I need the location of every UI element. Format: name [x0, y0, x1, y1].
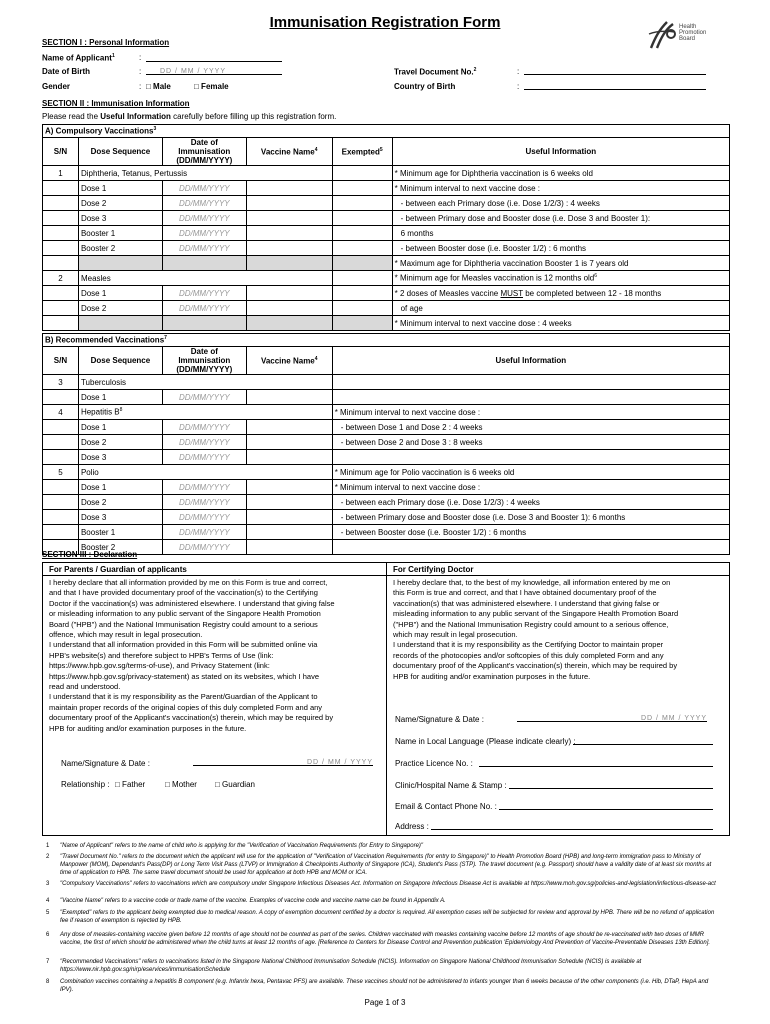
row-sn [43, 510, 79, 525]
vaccine-group-name: Diphtheria, Tetanus, Pertussis [78, 166, 332, 181]
declaration-line: and that I have provided documentary proof of the vaccination(s) to the Certifying [49, 588, 318, 598]
useful-info: * Minimum age for Measles vaccination is 12 months old$^6$ [392, 271, 729, 286]
travel-doc-label: Travel Document No.$^2$ [394, 67, 477, 77]
table-row [43, 316, 730, 331]
dose-label: Dose 2 [78, 301, 162, 316]
local-lang-label: Name in Local Language (Please indicate clearly) : [395, 737, 576, 746]
row-sn [43, 211, 79, 226]
parent-heading: For Parents / Guardian of applicants [43, 563, 386, 576]
dose-label: Dose 1 [78, 420, 162, 435]
footnote [46, 958, 726, 974]
row-sn [43, 241, 79, 256]
row-sn [43, 196, 79, 211]
row-sn [43, 450, 79, 465]
row-sn [43, 480, 79, 495]
parent-sig-label: Name/Signature & Date : [61, 759, 150, 768]
footnote-text: "Exempted" refers to the applicant being exempted due to medical reason. A copy of exemption document certified by a doctor is required. All exemption cases will be subjected for review and approval by HPB. There will be no refund of application fee if reason of exemption is rejected by HPB. [60, 910, 715, 924]
male-checkbox[interactable]: □ Male [146, 82, 171, 91]
dose-label: Dose 1 [78, 390, 162, 405]
row-sn: 1 [43, 166, 79, 181]
country-label: Country of Birth [394, 82, 456, 91]
country-input[interactable] [524, 81, 706, 90]
dose-label [78, 256, 162, 271]
page-title: Immunisation Registration Form [269, 14, 501, 31]
table-row [43, 166, 730, 181]
useful-info: * 2 doses of Measles vaccine MUST be completed between 12 - 18 months [392, 286, 729, 301]
exempted-cell[interactable] [332, 166, 392, 181]
doctor-declaration-text [387, 576, 729, 682]
email-input[interactable] [499, 801, 713, 810]
vaccine-name-input[interactable] [246, 480, 332, 495]
vaccine-group-name: Tuberculosis [78, 375, 332, 390]
address-label: Address : [395, 822, 429, 831]
table-row [43, 540, 730, 555]
declaration-line: HPB's website(s) and therefore subject to HPB's Terms of Use (link: [49, 650, 274, 660]
dose-label: Booster 1 [78, 226, 162, 241]
vaccine-name-input[interactable] [246, 196, 332, 211]
table-b-title: B) Recommended Vaccinations$^7$ [42, 333, 730, 346]
dose-label: Dose 3 [78, 211, 162, 226]
dose-label [78, 316, 162, 331]
exempted-cell[interactable] [332, 271, 392, 286]
doctor-sig-label: Name/Signature & Date : [395, 715, 484, 724]
declaration-line: misleading information to any public servant of the Singapore Health Promotion Board [393, 609, 679, 619]
declaration-line: HPB for auditing and/or examination purposes in the future. [49, 723, 247, 733]
declaration-line: Doctor if the vaccination(s) was administered elsewhere. I understand that giving false [49, 598, 335, 608]
row-sn: 5 [43, 465, 79, 480]
useful-info [332, 375, 729, 390]
address-input[interactable] [431, 821, 713, 830]
declaration-line: or misleading information to any public servant of the Singapore Health Promotion [49, 609, 321, 619]
col-info: Useful Information [332, 347, 729, 375]
date-input[interactable]: DD/MM/YYYY [162, 540, 246, 555]
useful-info: - between Dose 1 and Dose 2 : 4 weeks [332, 420, 729, 435]
dose-label: Dose 1 [78, 480, 162, 495]
table-row [43, 465, 730, 480]
declaration-line: https://www.hpb.gov.sg/privacy-statement) as stated on its websites, which I have [49, 671, 319, 681]
date-input[interactable]: DD/MM/YYYY [162, 211, 246, 226]
vaccine-group-name: Measles [78, 271, 332, 286]
vaccine-name-input[interactable] [246, 495, 332, 510]
table-row [43, 495, 730, 510]
dose-label: Dose 2 [78, 495, 162, 510]
declaration-line: offence, which may result in legal prosecution. [49, 630, 203, 640]
declaration-box [42, 562, 730, 836]
table-a-title: A) Compulsory Vaccinations$^3$ [42, 124, 730, 137]
col-date: Date of Immunisation (DD/MM/YYYY) [162, 138, 246, 166]
name-label: Name of Applicant$^1$ [42, 53, 115, 63]
useful-info: - between Primary dose and Booster dose (i.e. Dose 3 and Booster 1): 6 months [332, 510, 729, 525]
hpb-logo [645, 18, 755, 54]
useful-info [332, 390, 729, 405]
table-row [43, 301, 730, 316]
logo-text: Health Promotion Board [679, 24, 707, 42]
useful-info [332, 450, 729, 465]
useful-info: * Minimum interval to next vaccine dose : [332, 405, 729, 420]
footnote-number: 6 [46, 932, 50, 938]
vaccine-name-input[interactable] [246, 181, 332, 196]
row-sn [43, 316, 79, 331]
exempted-input[interactable] [332, 181, 392, 196]
exempted-input[interactable] [332, 316, 392, 331]
vaccine-name-input[interactable] [246, 390, 332, 405]
date-input[interactable] [162, 256, 246, 271]
vaccine-name-input[interactable] [246, 241, 332, 256]
declaration-line: ("HPB") and the National Immunisation Registry could amount to a serious offence, [393, 619, 669, 629]
table-row [43, 256, 730, 271]
travel-doc-input[interactable] [524, 66, 706, 75]
declaration-line: records of the photocopies and/or softcopies of this duly completed Form and any [393, 650, 664, 660]
col-dose: Dose Sequence [78, 138, 162, 166]
date-input[interactable] [162, 316, 246, 331]
dose-label: Booster 1 [78, 525, 162, 540]
date-input[interactable]: DD/MM/YYYY [162, 196, 246, 211]
exempted-input[interactable] [332, 286, 392, 301]
footnote-text: "Recommended Vaccinations" refers to vaccinations listed in the Singapore National Childhood Immunisation Schedule (NCIS). Information on Singapore National Childhood Immunisation Schedule (NCIS) is available at https://www.nir.hpb.gov.sg/nirp/eservices/immunisationSchedule [60, 959, 642, 973]
parent-declaration-text [43, 576, 386, 734]
dose-label: Booster 2 [78, 241, 162, 256]
useful-info: - between Booster dose (i.e. Booster 1/2) : 6 months [332, 525, 729, 540]
declaration-line: documentary proof of the Applicant's vaccination(s) therein, which may be required by [49, 713, 334, 723]
declaration-line: I understand that it is my responsibility as the Certifying Doctor to maintain proper [393, 640, 664, 650]
table-row [43, 420, 730, 435]
footnote [46, 853, 726, 877]
dose-label: Dose 3 [78, 450, 162, 465]
exempted-input[interactable] [332, 196, 392, 211]
declaration-line: I hereby declare that all information provided by me on this Form is true and correct, [49, 578, 328, 587]
col-sn: S/N [43, 347, 79, 375]
row-sn [43, 256, 79, 271]
colon: : [517, 67, 520, 76]
footnote [46, 978, 726, 994]
useful-info: * Maximum age for Diphtheria vaccination Booster 1 is 7 years old [392, 256, 729, 271]
col-exempted: Exempted$^5$ [332, 138, 392, 166]
colon: : [139, 82, 142, 91]
table-row [43, 375, 730, 390]
doctor-sig-input[interactable]: DD / MM / YYYY [517, 713, 707, 722]
guardian-checkbox[interactable]: □ Guardian [215, 780, 255, 789]
footnote [46, 931, 726, 955]
useful-info: * Minimum interval to next vaccine dose : 4 weeks [392, 316, 729, 331]
vaccine-name-input[interactable] [246, 450, 332, 465]
date-input[interactable]: DD/MM/YYYY [162, 435, 246, 450]
hpb-logo-icon [645, 18, 679, 52]
date-input[interactable]: DD/MM/YYYY [162, 420, 246, 435]
doctor-heading: For Certifying Doctor [387, 563, 729, 576]
col-sn: S/N [43, 138, 79, 166]
date-input[interactable]: DD/MM/YYYY [162, 181, 246, 196]
table-row [43, 390, 730, 405]
declaration-line: I hereby declare that, to the best of my knowledge, all information entered by me on [393, 578, 671, 587]
row-sn: 3 [43, 375, 79, 390]
exempted-input[interactable] [332, 256, 392, 271]
table-row [43, 405, 730, 420]
section1-heading: SECTION I : Personal Information [42, 38, 170, 47]
footnote-text: Combination vaccines containing a hepatitis B component (e.g. Infanrix hexa, Pentavac PFS) are available. These vaccines should not be administered to infants younger than 6 weeks because of the other components (i.e. Hib, DTaP, HepA and IPV). [60, 979, 709, 993]
date-input[interactable]: DD/MM/YYYY [162, 450, 246, 465]
declaration-line: vaccination(s) that was administered elsewhere. I understand that giving false or [393, 598, 660, 608]
date-input[interactable]: DD/MM/YYYY [162, 480, 246, 495]
table-row [43, 435, 730, 450]
footnote-number: 7 [46, 959, 50, 965]
useful-info: of age [392, 301, 729, 316]
vaccine-name-input[interactable] [246, 435, 332, 450]
row-sn [43, 226, 79, 241]
useful-info: * Minimum age for Polio vaccination is 6 weeks old [332, 465, 729, 480]
table-row [43, 480, 730, 495]
table-row [43, 226, 730, 241]
colon: : [517, 82, 520, 91]
useful-info: - between Primary dose and Booster dose (i.e. Dose 3 and Booster 1): [392, 211, 729, 226]
exempted-input[interactable] [332, 226, 392, 241]
date-input[interactable]: DD/MM/YYYY [162, 390, 246, 405]
exempted-input[interactable] [332, 211, 392, 226]
footnote-number: 4 [46, 898, 50, 904]
declaration-line: https://www.hpb.gov.sg/terms-of-use), and Privacy Statement (link: [49, 661, 270, 671]
dose-label: Booster 2 [78, 540, 162, 555]
footnote-number: 2 [46, 854, 50, 860]
section2-heading: SECTION II : Immunisation Information [42, 99, 190, 108]
exempted-input[interactable] [332, 241, 392, 256]
email-label: Email & Contact Phone No. : [395, 802, 497, 811]
useful-info: * Minimum interval to next vaccine dose : [392, 181, 729, 196]
dose-label: Dose 2 [78, 435, 162, 450]
row-sn [43, 495, 79, 510]
recommended-vaccinations-table [42, 346, 730, 555]
licence-label: Practice Licence No. : [395, 759, 473, 768]
date-input[interactable]: DD/MM/YYYY [162, 495, 246, 510]
licence-input[interactable] [479, 758, 713, 767]
useful-info: - between each Primary dose (i.e. Dose 1/2/3) : 4 weeks [392, 196, 729, 211]
table-row [43, 525, 730, 540]
parent-sig-input[interactable]: DD / MM / YYYY [193, 757, 373, 766]
row-sn [43, 525, 79, 540]
table-row [43, 196, 730, 211]
footnote [46, 842, 726, 850]
compulsory-vaccinations-table [42, 137, 730, 331]
clinic-input[interactable] [509, 780, 713, 789]
table-row [43, 211, 730, 226]
clinic-label: Clinic/Hospital Name & Stamp : [395, 781, 507, 790]
footnote-number: 8 [46, 979, 50, 985]
declaration-line: HPB for auditing and/or examination purposes in the future. [393, 671, 591, 681]
footnote [46, 897, 726, 905]
vaccine-name-input[interactable] [246, 420, 332, 435]
declaration-line: I understand that it is my responsibility as the Parent/Guardian of the Applicant to [49, 692, 318, 702]
table-row [43, 286, 730, 301]
dose-label: Dose 1 [78, 181, 162, 196]
date-input[interactable]: DD/MM/YYYY [162, 241, 246, 256]
footnote-number: 1 [46, 843, 50, 849]
vaccine-name-input[interactable] [246, 510, 332, 525]
dob-label: Date of Birth [42, 67, 90, 76]
useful-info: 6 months [392, 226, 729, 241]
row-sn [43, 286, 79, 301]
col-dose: Dose Sequence [78, 347, 162, 375]
row-sn: 4 [43, 405, 79, 420]
footnote-text: Any dose of measles-containing vaccine given before 12 months of age should not be counted as part of the series. Children vaccinated with measles containing vaccine before 12 months of age should be re-vaccinated with two doses of MMR vaccine, the first of which should be administered when the child turns at least 12 months of age. [Reference to Centers for Disease Control and Prevention publication 'Epidemiology And Prevention of Vaccine-Preventable Diseases 13th Edition]. [60, 932, 711, 946]
table-row [43, 510, 730, 525]
female-checkbox[interactable]: □ Female [194, 82, 229, 91]
declaration-line: which may result in legal prosecution. [393, 630, 518, 640]
vaccine-name-input[interactable] [246, 286, 332, 301]
colon: : [139, 53, 142, 62]
exempted-input[interactable] [332, 301, 392, 316]
doctor-declaration [387, 563, 729, 835]
declaration-line: I understand that all information provided in this Form will be submitted online via [49, 640, 318, 650]
row-sn [43, 420, 79, 435]
row-sn [43, 181, 79, 196]
footnote-text: "Compulsory Vaccinations" refers to vaccinations which are compulsory under Singapore Infectious Diseases Act. Information on Singapore Infectious Disease Act is available at https://www.moh.gov.sg/policies-and-legislation/infectious-disease-act [60, 881, 716, 887]
footnote-number: 5 [46, 910, 50, 916]
useful-info: * Minimum age for Diphtheria vaccination is 6 weeks old [392, 166, 729, 181]
vaccine-name-input[interactable] [246, 316, 332, 331]
footnote-text: "Travel Document No." refers to the document which the applicant will use for the application of "Verification of Vaccination Requirements (for entry to Singapore)" to Health Promotion Board (HPB) and long-term immigration pass to Ministry of Manpower (MOM), Dependant's Pass(DP) or Long Term Visit Pass (LTVP) or Immigration & Checkpoints Authority of Singapore (ICA), Student's Pass (STP). The travel document (e.g. Passport) should have a validity date of at least six months at time of application to HPB. The same travel document should be used for application at both HPB and MOM or ICA. [60, 854, 712, 876]
vaccine-name-input[interactable] [246, 525, 332, 540]
declaration-line: documentary proof of the Applicant's vaccination(s) therein, which may be required by [393, 661, 678, 671]
vaccine-name-input[interactable] [246, 211, 332, 226]
table-row [43, 450, 730, 465]
useful-info: - between Dose 2 and Dose 3 : 8 weeks [332, 435, 729, 450]
row-sn [43, 435, 79, 450]
vaccine-group-name: Hepatitis $B^8$ [78, 405, 332, 420]
declaration-line: this Form is true and correct, and that I have obtained documentary proof of the [393, 588, 657, 598]
vaccine-name-input[interactable] [246, 301, 332, 316]
date-input[interactable]: DD/MM/YYYY [162, 510, 246, 525]
footnote-number: 3 [46, 881, 50, 887]
date-input[interactable]: DD/MM/YYYY [162, 226, 246, 241]
declaration-line: read and understood. [49, 682, 121, 692]
col-info: Useful Information [392, 138, 729, 166]
section3-heading: SECTION III : Declaration [42, 550, 138, 559]
row-sn: 2 [43, 271, 79, 286]
footnote-text: "Name of Applicant" refers to the name of child who is applying for the "Verification of Vaccination Requirements (for Entry to Singapore)" [60, 843, 424, 849]
declaration-line: maintain proper records of the original copies of this duly completed Form and any [49, 702, 323, 712]
useful-info: - between Booster dose (i.e. Booster 1/2) : 6 months [392, 241, 729, 256]
row-sn [43, 301, 79, 316]
page-number: Page 1 of 3 [364, 998, 406, 1007]
date-input[interactable]: DD/MM/YYYY [162, 525, 246, 540]
dose-label: Dose 3 [78, 510, 162, 525]
vaccine-name-input[interactable] [246, 226, 332, 241]
dose-label: Dose 1 [78, 286, 162, 301]
dob-input[interactable]: DD / MM / YYYY [146, 66, 282, 75]
date-input[interactable]: DD/MM/YYYY [162, 301, 246, 316]
parent-declaration [43, 563, 387, 835]
table-row [43, 271, 730, 286]
local-lang-input[interactable] [573, 736, 713, 745]
name-input[interactable] [146, 53, 282, 62]
section2-intro: Please read the Useful Information carefully before filling up this registration form. [42, 112, 337, 121]
father-checkbox[interactable]: □ Father [115, 780, 146, 789]
footnote [46, 909, 726, 925]
mother-checkbox[interactable]: □ Mother [165, 780, 197, 789]
footnote-text: "Vaccine Name" refers to a vaccine code or trade name of the vaccine. Examples of vaccine code and vaccine name can be found in Appendix A. [60, 898, 446, 904]
col-vaccine: Vaccine Name$^4$ [246, 138, 332, 166]
relationship-label: Relationship : [61, 780, 110, 789]
table-row [43, 181, 730, 196]
declaration-line: Board ("HPB") and the National Immunisation Registry could amount to a serious [49, 619, 318, 629]
table-row [43, 241, 730, 256]
colon: : [139, 67, 142, 76]
useful-info [332, 540, 729, 555]
useful-info: * Minimum interval to next vaccine dose : [332, 480, 729, 495]
col-vaccine: Vaccine Name$^4$ [246, 347, 332, 375]
col-date: Date of Immunisation (DD/MM/YYYY) [162, 347, 246, 375]
gender-label: Gender [42, 82, 71, 91]
vaccine-group-name: Polio [78, 465, 332, 480]
footnote [46, 880, 726, 896]
row-sn [43, 390, 79, 405]
useful-info: - between each Primary dose (i.e. Dose 1/2/3) : 4 weeks [332, 495, 729, 510]
dose-label: Dose 2 [78, 196, 162, 211]
date-input[interactable]: DD/MM/YYYY [162, 286, 246, 301]
vaccine-name-input[interactable] [246, 540, 332, 555]
vaccine-name-input[interactable] [246, 256, 332, 271]
